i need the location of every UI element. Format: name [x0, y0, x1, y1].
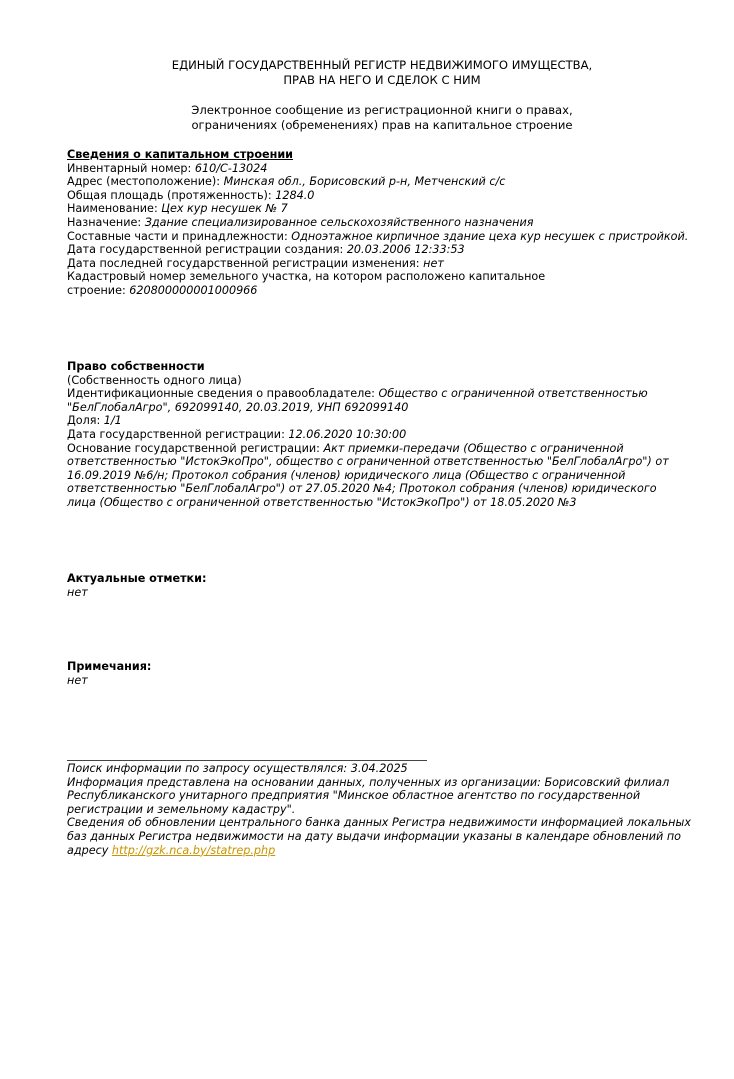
marks-section	[67, 572, 697, 599]
marks-value: нет	[67, 585, 88, 599]
footer-update-info: Сведения об обновлении центрального банка данных Регистра недвижимости информацией локальных баз данных Регистра недвижимости на дату выдачи информации указаны в календаре обновлений по адресу http://gzk.nca.by/statrep.php	[67, 816, 691, 857]
notes-section	[67, 660, 697, 687]
field-area: Общая площадь (протяженность): 1284.0	[67, 188, 315, 202]
document-subtitle	[67, 103, 697, 133]
building-section-title: Сведения о капитальном строении	[67, 148, 294, 161]
ownership-type: (Собственность одного лица)	[67, 373, 242, 387]
notes-section-title: Примечания:	[67, 660, 152, 673]
ownership-section	[67, 360, 697, 510]
field-purpose: Назначение: Здание специализированное сельскохозяйственного назначения	[67, 215, 534, 229]
field-last-change-date: Дата последней государственной регистрации изменения: нет	[67, 256, 444, 270]
footer-source: Информация представлена на основании данных, полученных из организации: Борисовский филиал Республиканского унитарного предприятия "Минское областное агентство по государственной регистрации и земельному кадастру".	[67, 775, 670, 816]
footer-divider	[67, 760, 427, 761]
marks-section-title: Актуальные отметки:	[67, 572, 207, 585]
field-share: Доля: 1/1	[67, 414, 122, 428]
statrep-link[interactable]: http://gzk.nca.by/statrep.php	[111, 843, 276, 857]
ownership-section-title: Право собственности	[67, 360, 205, 373]
field-components: Составные части и принадлежности: Одноэтажное кирпичное здание цеха кур несушек с пристройкой.	[67, 229, 689, 243]
subtitle-line-2: ограничениях (обременениях) прав на капитальное строение	[191, 118, 573, 132]
title-line-2: ПРАВ НА НЕГО И СДЕЛОК С НИМ	[283, 73, 481, 87]
notes-value: нет	[67, 673, 88, 687]
field-name: Наименование: Цех кур несушек № 7	[67, 202, 288, 216]
footer-search-date: Поиск информации по запросу осуществлялся: 3.04.2025	[67, 762, 408, 775]
field-registration-date: Дата государственной регистрации: 12.06.2020 10:30:00	[67, 427, 407, 441]
subtitle-line-1: Электронное сообщение из регистрационной книги о правах,	[191, 103, 573, 117]
building-section	[67, 148, 697, 298]
field-address: Адрес (местоположение): Минская обл., Борисовский р-н, Метченский с/с	[67, 175, 506, 189]
footer	[67, 762, 702, 857]
document-header	[67, 58, 697, 88]
field-cadastral-number: Кадастровый номер земельного участка, на котором расположено капитальное строение: 620800000001000966	[67, 270, 546, 297]
field-registration-basis: Основание государственной регистрации: Акт приемки-передачи (Общество с ограниченной ответственностью "ИстокЭкоПро", общество с ограниченной ответственностью "БелГлобалАгро") от 16.09.2019 №6/н; Протокол собрания (членов) юридического лица (Общество с ограниченной ответственностью "БелГлобалАгро") от 27.05.2020 №4; Протокол собрания (членов) юридического лица (Общество с ограниченной ответственностью "ИстокЭкоПро") от 18.05.2020 №3	[67, 441, 669, 509]
field-owner: Идентификационные сведения о правообладателе: Общество с ограниченной ответственностью "БелГлобалАгро", 692099140, 20.03.2019, УНП 692099140	[67, 387, 648, 414]
field-creation-date: Дата государственной регистрации создания: 20.03.2006 12:33:53	[67, 243, 465, 257]
field-inventory-number: Инвентарный номер: 610/C-13024	[67, 161, 268, 175]
title-line-1: ЕДИНЫЙ ГОСУДАРСТВЕННЫЙ РЕГИСТР НЕДВИЖИМОГО ИМУЩЕСТВА,	[171, 58, 593, 72]
